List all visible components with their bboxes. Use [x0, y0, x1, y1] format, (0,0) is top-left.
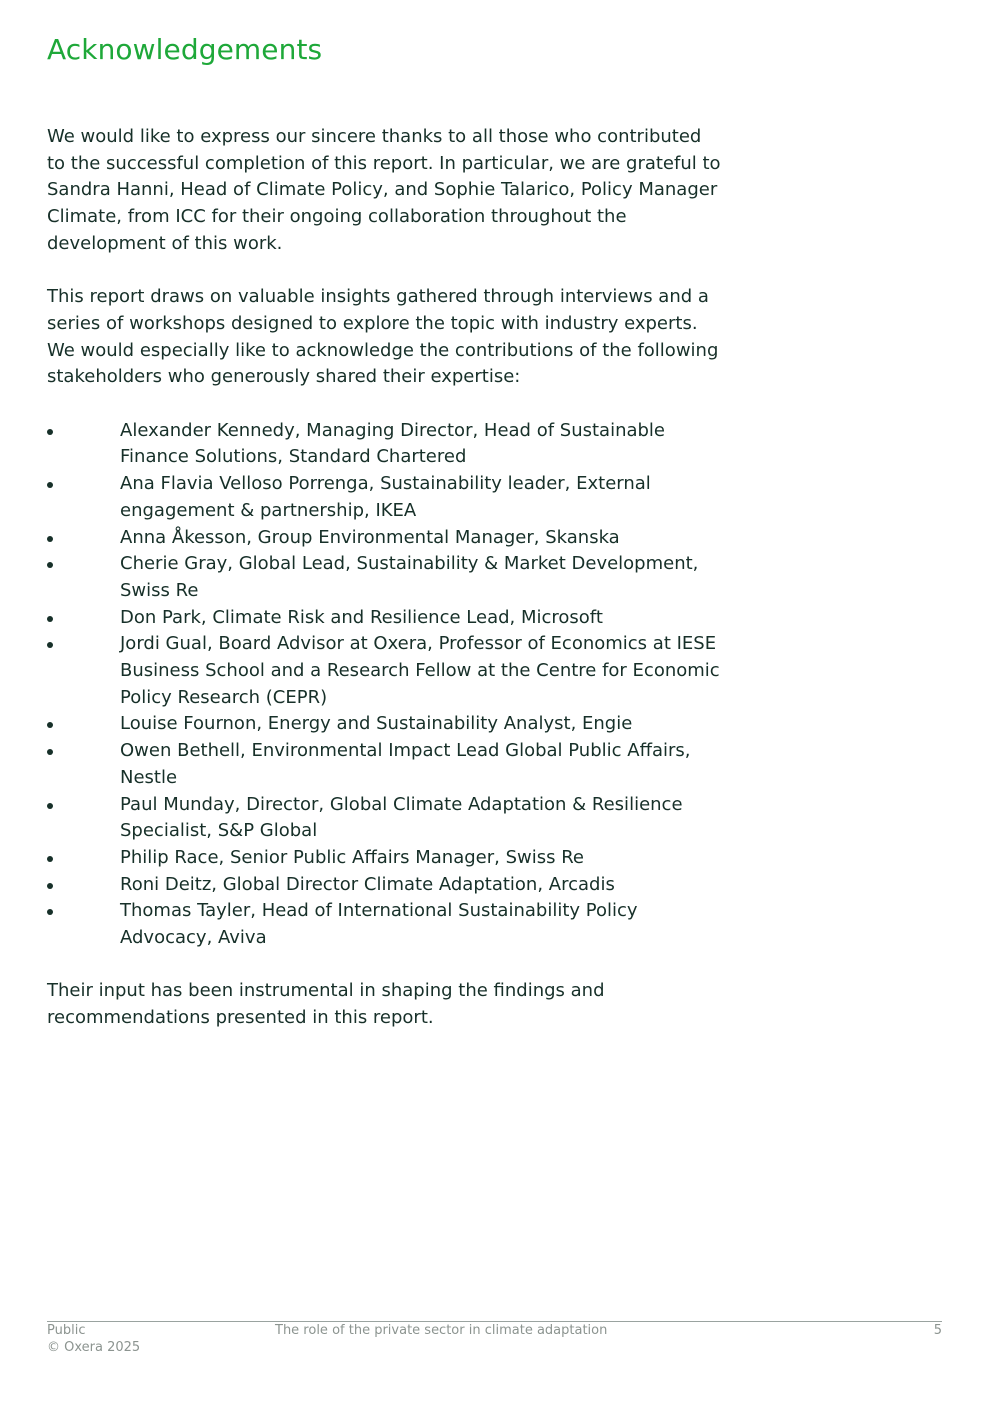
bullet-icon [47, 803, 53, 809]
closing-paragraph: Their input has been instrumental in shaping the findings and recommendations presented in this report. [47, 980, 605, 1029]
bullet-icon [47, 642, 53, 648]
stakeholder-text: Philip Race, Senior Public Affairs Manager, Swiss Re [120, 846, 584, 868]
insights-paragraph: This report draws on valuable insights gathered through interviews and a series of workshops designed to explore the topic with industry experts. We would especially like to acknowledge the contributions of the following stakeholders who generously shared their expertise: [47, 286, 719, 388]
bullet-icon [47, 429, 53, 435]
stakeholder-text: Alexander Kennedy, Managing Director, Head of Sustainable Finance Solutions, Standard Chartered [120, 419, 666, 468]
footer-page-number: 5 [933, 1323, 942, 1338]
page-title: Acknowledgements [47, 33, 323, 66]
intro-paragraph: We would like to express our sincere thanks to all those who contributed to the successful completion of this report. In particular, we are grateful to Sandra Hanni, Head of Climate Policy, and Sophie Talarico, Policy Manager Climate, from ICC for their ongoing collaboration throughout the development of this work. [47, 126, 721, 254]
list-item [47, 418, 722, 471]
bullet-icon [47, 722, 53, 728]
list-item [47, 471, 722, 524]
footer-copyright: © Oxera 2025 [47, 1340, 141, 1355]
footer-classification: Public [47, 1323, 86, 1338]
stakeholder-text: Jordi Gual, Board Advisor at Oxera, Professor of Economics at IESE Business School and a Research Fellow at the Centre for Economic Policy Research (CEPR) [120, 633, 720, 708]
list-item [47, 525, 722, 552]
stakeholder-text: Owen Bethell, Environmental Impact Lead Global Public Affairs, Nestle [120, 740, 691, 788]
list-item [47, 792, 722, 845]
stakeholder-text: Roni Deitz, Global Director Climate Adaptation, Arcadis [120, 873, 615, 895]
stakeholder-text: Don Park, Climate Risk and Resilience Lead, Microsoft [120, 606, 603, 628]
list-item [47, 711, 722, 738]
footer-left [47, 1322, 140, 1356]
bullet-icon [47, 536, 53, 542]
stakeholder-text: Paul Munday, Director, Global Climate Adaptation & Resilience Specialist, S&P Global [120, 793, 683, 842]
bullet-icon [47, 616, 53, 622]
list-item [47, 845, 722, 872]
list-item [47, 631, 722, 711]
stakeholder-text: Anna Åkesson, Group Environmental Manager, Skanska [120, 526, 620, 548]
list-item [47, 872, 722, 899]
list-item [47, 551, 722, 604]
stakeholder-text: Ana Flavia Velloso Porrenga, Sustainability leader, External engagement & partnership, IKEA [120, 473, 651, 521]
bullet-icon [47, 749, 53, 755]
stakeholder-text: Louise Fournon, Energy and Sustainability Analyst, Engie [120, 713, 633, 735]
stakeholder-text: Cherie Gray, Global Lead, Sustainability & Market Development, Swiss Re [120, 553, 699, 601]
list-item [47, 605, 722, 632]
bullet-icon [47, 482, 53, 488]
stakeholder-list [47, 418, 722, 952]
footer-document-title: The role of the private sector in climate adaptation [275, 1323, 608, 1338]
bullet-icon [47, 883, 53, 889]
list-item [47, 738, 722, 791]
report-body [47, 124, 722, 1059]
bullet-icon [47, 909, 53, 915]
bullet-icon [47, 562, 53, 568]
stakeholder-text: Thomas Tayler, Head of International Sustainability Policy Advocacy, Aviva [120, 900, 638, 949]
bullet-icon [47, 856, 53, 862]
list-item [47, 898, 722, 951]
